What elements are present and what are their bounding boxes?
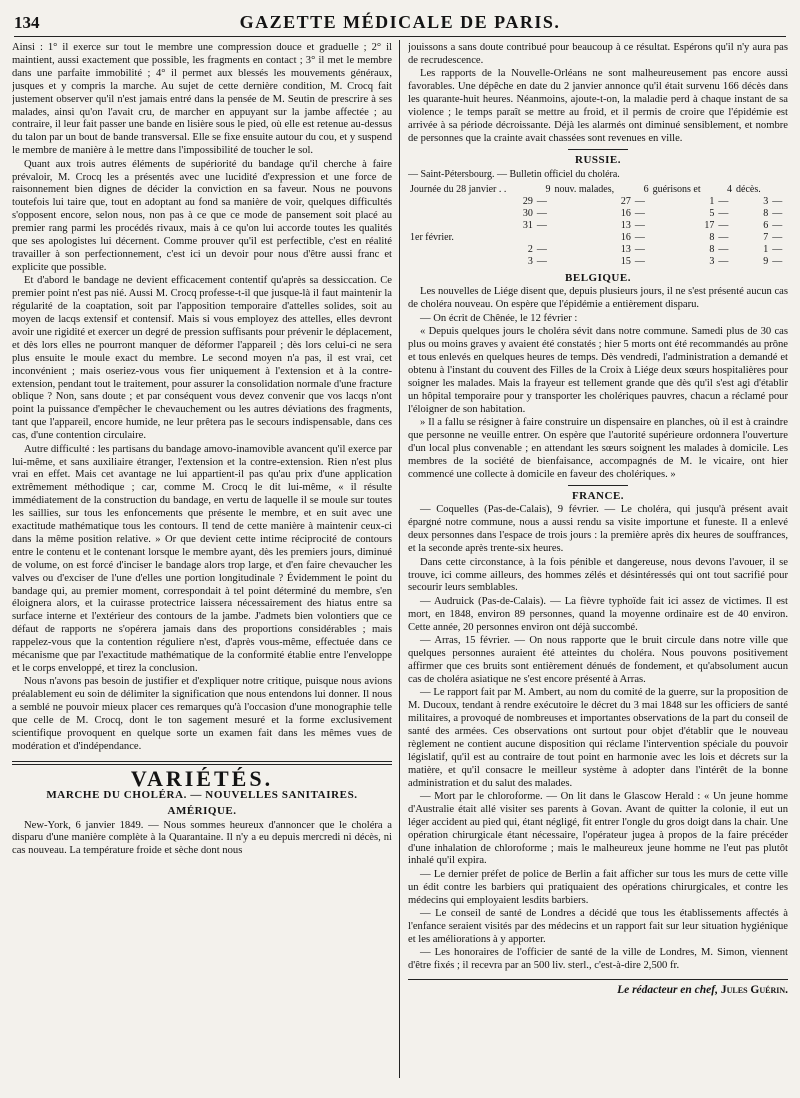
article-paragraph: — Les honoraires de l'officier de santé de la ville de Londres, M. Simon, viennent d'être fixés ; il recevra par an 500 liv. sterl., c'est-à-dire 2,500 fr. bbox=[408, 947, 788, 972]
article-paragraph: Dans cette circonstance, à la fois pénible et dangereuse, nous devons l'avouer, il se trouve, ici comme ailleurs, des hommes zélés et désintéressés qui ont tout sacrifié pour secourir leurs semblables. bbox=[408, 556, 788, 594]
article-paragraph: Ainsi : 1° il exerce sur tout le membre une compression douce et graduelle ; 2° il maintient, aussi exactement que possible, les fragments en contact ; 3° il met le membre dans une parfaite immobilité ; 4° il permet aux blessés les mouvements généraux, jusques et y compris la marche. Au sujet de cette dernière condition, M. Crocq fait justement observer qu'il n'est jamais entré dans la pensée de M. Seutin de prescrire à ses malades, ainsi qu'on l'avait cru, de marcher en appuyant sur la jambe affectée ; au contraire, il leur fait passer une bande en lisière sous le pied, où elle est retenue au-dessus du talon par un bout de bande transversal. Elle se fixe ensuite autour du cou, et y suspend le membre de manière à le mettre dans l'impossibilité de toucher le sol. bbox=[12, 42, 392, 157]
table-cell: décès. bbox=[736, 183, 761, 195]
table-row bbox=[408, 244, 788, 256]
table-cell: — bbox=[772, 195, 783, 207]
table-row bbox=[408, 196, 788, 208]
table-cell: — bbox=[772, 255, 783, 267]
article-paragraph: Quant aux trois autres éléments de supériorité du bandage qu'il cherche à faire prévaloir, M. Crocq les a présentés avec une lucidité d'expression et une force de raisonnement bien dignes de décider la conviction en sa faveur. Nous ne pouvons toutefois lui taire que, tout en adoptant au fond sa manière de voir, quelques difficultés s'opposent encore, selon nous, non pas à ce que ce mode de pansement soit placé au premier rang parmi les procédés rivaux, mais à ce qu'on lui accorde toutes les qualités que ses apologistes lui décernent. Comme prouver qu'il est perfectible, c'est en réalité travailler à son perfectionnement, c'est ici un devoir pour nous d'être aussi franc et explicite que possible. bbox=[12, 158, 392, 273]
small-rule bbox=[568, 485, 628, 486]
table-cell: 16 bbox=[620, 207, 631, 219]
table-cell: 16 bbox=[620, 231, 631, 243]
article-paragraph: — Mort par le chloroforme. — On lit dans le Glascow Herald : « Un jeune homme d'Australie était allé visiter ses parents à Govan. Avant de quitter la colonie, il eut un léger accident au pied qui, étant négligé, fit entrer l'ongle du gros doigt dans la chair. Une opération chirurgicale étant nécessaire, l'opérateur jugea à propos de la faire précéder d'une inhalation de chloroforme ; mais le malheureux jeune homme ne l'eut pas plutôt inhalé qu'il expira. bbox=[408, 790, 788, 867]
table-cell: — bbox=[536, 243, 547, 255]
table-cell: 29 bbox=[522, 195, 533, 207]
article-paragraph: — Audruick (Pas-de-Calais). — La fièvre typhoïde fait ici assez de victimes. Il est mort, en 1848, environ 89 personnes, quand la moyenne ordinaire est de 40 environ. Cette année, 20 personnes environ ont déjà succombé. bbox=[408, 595, 788, 633]
table-row bbox=[408, 256, 788, 268]
cholera-bulletin-table bbox=[408, 184, 788, 268]
table-cell: 15 bbox=[620, 255, 631, 267]
table-cell: 8 bbox=[763, 207, 769, 219]
article-paragraph: — Coquelles (Pas-de-Calais), 9 février. — Le choléra, qui jusqu'à présent avait épargné notre commune, nous a aussi rendu sa visite importune et funeste. Il a enlevé deux personnes dans l'espace de trois jours : la première après dix heures de souffrances, et la seconde après trente-six heures. bbox=[408, 504, 788, 555]
table-cell: — bbox=[536, 207, 547, 219]
russia-bulletin: — Saint-Pétersbourg. — Bulletin officiel du choléra. bbox=[408, 168, 620, 180]
table-cell: 1er février. bbox=[410, 231, 454, 243]
table-cell: — bbox=[634, 219, 645, 231]
table-cell: 13 bbox=[620, 219, 631, 231]
table-cell: — bbox=[634, 243, 645, 255]
article-paragraph: Et d'abord le bandage ne devient efficacement contentif qu'après sa dessiccation. Ce premier point n'est pas nié. Aussi M. Crocq professe-t-il que jusque-là il faut maintenir la régularité de la coaptation, soit par l'apposition temporaire d'attelles solides, soit au moyen de lacqs extensif et contensif. Mais si vous employez des attelles, elles devront avoir une rigidité et exercer un degré de pression suffisants pour prévenir le déplacement, et dès lors elles ne pourront manquer de déformer l'appareil ; dès lors celui-ci ne sera plus ensuite le moule exact du membre. Le second moyen n'a pas, il est vrai, cet inconvénient ; mais oseriez-vous vous fier uniquement à l'extension et à la contre-extension, pendant tout le traitement, pour assurer la consolidation normale d'une fracture oblique ? Non, sans doute ; et par conséquent vous devez convenir que vos lacqs n'ont point la puissance d'empêcher le chevauchement ou les autres déviations des fragments, tant que l'appareil, encore humide, ne leur prêtera pas le secours indispensable, dans ces cas, d'une contention circulaire. bbox=[12, 275, 392, 442]
table-cell: 3 bbox=[709, 255, 715, 267]
table-cell: 1 bbox=[763, 243, 769, 255]
signature bbox=[408, 979, 788, 997]
table-cell: — bbox=[536, 219, 547, 231]
table-cell: nouv. malades, bbox=[554, 183, 615, 195]
table-cell: — bbox=[536, 255, 547, 267]
table-cell: 31 bbox=[522, 219, 533, 231]
article-paragraph: jouissons a sans doute contribué pour beaucoup à ce résultat. Espérons qu'il n'y aura pas de recrudescence. bbox=[408, 42, 788, 66]
table-cell: 8 bbox=[709, 243, 715, 255]
table-cell: Journée du 28 janvier . . bbox=[410, 183, 507, 195]
page-header bbox=[14, 10, 786, 37]
journal-title: GAZETTE MÉDICALE DE PARIS. bbox=[239, 12, 561, 32]
small-rule bbox=[568, 149, 628, 150]
table-cell: — bbox=[772, 207, 783, 219]
table-cell: 27 bbox=[620, 195, 631, 207]
america-heading: AMÉRIQUE. bbox=[167, 804, 237, 817]
table-cell: — bbox=[634, 231, 645, 243]
table-cell: guérisons et bbox=[652, 183, 701, 195]
table-cell: 9 bbox=[763, 255, 769, 267]
table-cell: 7 bbox=[763, 231, 769, 243]
table-cell: — bbox=[718, 219, 729, 231]
signature-label: Le rédacteur en chef, bbox=[617, 984, 718, 997]
table-cell: — bbox=[536, 195, 547, 207]
table-cell: 3 bbox=[527, 255, 533, 267]
article-paragraph: Nous n'avons pas besoin de justifier et d'expliquer notre critique, puisque nous avions préalablement eu soin de délimiter la signification que nous entendons lui donner. Il nous a semblé ne pouvoir mieux placer ces remarques qu'à l'occasion d'une monographie telle que celle de M. Crocq, dont le ton sagement mesuré et la forme exclusivement scientifique provoquent en quelque sorte un examen fait dans les mêmes vues de modération et d'indépendance. bbox=[12, 676, 392, 752]
article-paragraph: Les nouvelles de Liége disent que, depuis plusieurs jours, il ne s'est présenté aucun cas de choléra nouveau. On espère que l'épidémie a entièrement disparu. bbox=[408, 286, 788, 311]
table-cell: 13 bbox=[620, 243, 631, 255]
left-column bbox=[12, 42, 392, 1088]
table-cell bbox=[535, 232, 553, 244]
article-paragraph: — Le conseil de santé de Londres a décidé que tous les établissements affectés à l'enfance seraient visités par des médecins et un rapport fait sur leur situation hygiénique et les améliorations à y apporter. bbox=[408, 908, 788, 945]
table-row bbox=[408, 232, 788, 244]
america-text: New-York, 6 janvier 1849. — Nous sommes heureux d'annoncer que le choléra a disparu d'une manière complète à la Quarantaine. Il n'y a eu depuis mercredi ni décès, ni cas nouveau. La température froide et sèche dont nous bbox=[12, 819, 392, 857]
table-row bbox=[408, 220, 788, 232]
table-cell: 2 bbox=[527, 243, 533, 255]
article-paragraph: Autre difficulté : les partisans du bandage amovo-inamovible avancent qu'il exerce par lui-même, et sans auxiliaire étranger, l'extension et la contre-extension. Rien n'est plus vrai en effet. Mais cet avantage ne lui appartient-il pas qu'au prix d'une application extrêmement méthodique ; car, comme M. Crocq le dit lui-même, « il résulte immédiatement de la construction du bandage, en vertu de laquelle il se moule sur toutes les saillies, sur tous les enfoncements que présente le membre, et en suit avec une exactitude mathématique tous les contours. Il tend de cette manière à maintenir ceux-ci dans la même position relative. » Or que devient cette intime réciprocité de contours entre le contenu et le contenant lorsque le membre ayant, dès les premiers jours, diminué de volume, on est forcé d'inciser le bandage alors trop large, et d'en faire chevaucher les valves ou d'exciser de l'une d'elles une portion longitudinale ? Évidemment le point du bandage qui, au premier moment, correspondait à tel point déterminé du membre, s'en éloignera alors, et la cuirasse protectrice laissera nécessairement des hiatus entre sa surface interne et l'extérieur des contours de la jambe. J'admets bien volontiers que ce défaut de rapports ne s'opérera jamais dans des proportions considérables ; mais rappelez-vous que la contention réguliere n'est, d'après vous-même, effectuée dans ce mécanisme que par l'exactitude mathématique de la conformité établie entre l'enveloppe et le corps enveloppé, et tirez la conclusion. bbox=[12, 443, 392, 674]
france-heading: FRANCE. bbox=[571, 489, 625, 502]
article-paragraph: Les rapports de la Nouvelle-Orléans ne sont malheureusement pas encore aussi favorables. Une dépêche en date du 2 janvier annonce qu'il était survenu 166 décès dans les quarante-huit heures. Néanmoins, ajoute-t-on, la maladie perd à chaque instant de sa violence ; le temps paraît se mettre au froid, et il permis de croire que l'épidémie est arrivée à sa période décroissante. Déjà les alarmés ont diminué sensiblement, et nombre de personnes que la crainte avait chassées sont revenues en ville. bbox=[408, 68, 788, 144]
section-subtitle: MARCHE DU CHOLÉRA. — NOUVELLES SANITAIRES. bbox=[46, 788, 358, 801]
table-cell: 8 bbox=[709, 231, 715, 243]
table-cell: — bbox=[772, 243, 783, 255]
table-cell: 5 bbox=[709, 207, 715, 219]
russia-heading: RUSSIE. bbox=[575, 153, 621, 166]
table-row bbox=[408, 184, 788, 196]
table-cell: — bbox=[718, 243, 729, 255]
table-cell: 9 bbox=[545, 183, 551, 195]
article-paragraph: — Le dernier préfet de police de Berlin a fait afficher sur tous les murs de cette ville un édit contre les barbiers qui pratiquaient des opérations chirurgicales, et contre les médecins qui employaient lesdits barbiers. bbox=[408, 868, 788, 906]
section-title: VARIÉTÉS. bbox=[130, 765, 274, 791]
article-paragraph: » Il a fallu se résigner à faire construire un dispensaire en planches, où il est à craindre que personne ne veuille entrer. On espère que l'autorité supérieure ordonnera l'ouverture d'un local plus convenable ; en attendant les sœurs soignent les malades à domicile. Les membres de la société de bienfaisance, accompagnés de M. le vicaire, ont hier commencé une collecte à domicile en faveur des cholériques. » bbox=[408, 417, 788, 480]
table-cell: — bbox=[772, 231, 783, 243]
table-cell: — bbox=[634, 255, 645, 267]
table-cell: — bbox=[718, 231, 729, 243]
table-cell: — bbox=[772, 219, 783, 231]
table-cell: — bbox=[718, 207, 729, 219]
page-number: 134 bbox=[14, 13, 40, 32]
belgium-heading: BELGIQUE. bbox=[565, 271, 631, 284]
right-column bbox=[408, 42, 788, 1088]
section-rule bbox=[12, 761, 392, 765]
table-cell: 30 bbox=[522, 207, 533, 219]
table-cell: — bbox=[718, 195, 729, 207]
table-cell: 17 bbox=[704, 219, 715, 231]
article-paragraph: — On écrit de Chênée, le 12 février : bbox=[420, 312, 578, 324]
article-paragraph: « Depuis quelques jours le choléra sévit dans notre commune. Samedi plus de 30 cas plus ou moins graves y avaient été constatés ; hier 5 morts ont été recommandés au prône et tous enlevés en quelques heures de temps. Dès vendredi, l'administration a demandé et obtenu à l'instant du couvent des Filles de la Croix à Liége deux sœurs hospitalières pour soigner les malades. Mais la frayeur est tellement grande que dès qu'il s'est agi d'établir un hôpital temporaire pour y transporter les cholériques pauvres, chacun a réclamé pour l'éloigner de son habitation. bbox=[408, 326, 788, 415]
table-cell: 3 bbox=[763, 195, 769, 207]
table-cell: 4 bbox=[727, 183, 732, 195]
table-cell: — bbox=[718, 255, 729, 267]
table-cell: 6 bbox=[763, 219, 769, 231]
table-cell: — bbox=[634, 207, 645, 219]
article-paragraph: — Arras, 15 février. — On nous rapporte que le bruit circule dans notre ville que quelques personnes auraient été atteintes du choléra. Nous pouvons positivement affirmer que ces bruits sont entièrement dénués de fondement, et qu'absolument aucun cas de choléra asiatique ne s'est encore présenté à Arras. bbox=[408, 635, 788, 685]
table-cell: 1 bbox=[709, 195, 715, 207]
table-cell: 6 bbox=[643, 183, 649, 195]
column-divider bbox=[399, 40, 400, 1078]
table-cell: — bbox=[634, 195, 645, 207]
article-paragraph: — Le rapport fait par M. Ambert, au nom du comité de la guerre, sur la proposition de M. Ducoux, tendant à rendre exécutoire le décret du 3 mai 1848 sur les officiers de santé militaires, a provoqué de nombreuses et importantes observations de la part du conseil de santé des armées. Ces observations ont surtout pour objet d'établir que le nouveau règlement ne contient aucune disposition qui réclame l'intervention spéciale du pouvoir législatif, qu'il est au contraire de tout point en harmonie avec les lois et décrets sur la matière, et qu'il consacre le meilleur système à adopter dans l'intérêt de la bonne administration et du salut des malades. bbox=[408, 687, 788, 789]
table-row bbox=[408, 208, 788, 220]
signature-name: Jules Guérin. bbox=[720, 984, 788, 997]
